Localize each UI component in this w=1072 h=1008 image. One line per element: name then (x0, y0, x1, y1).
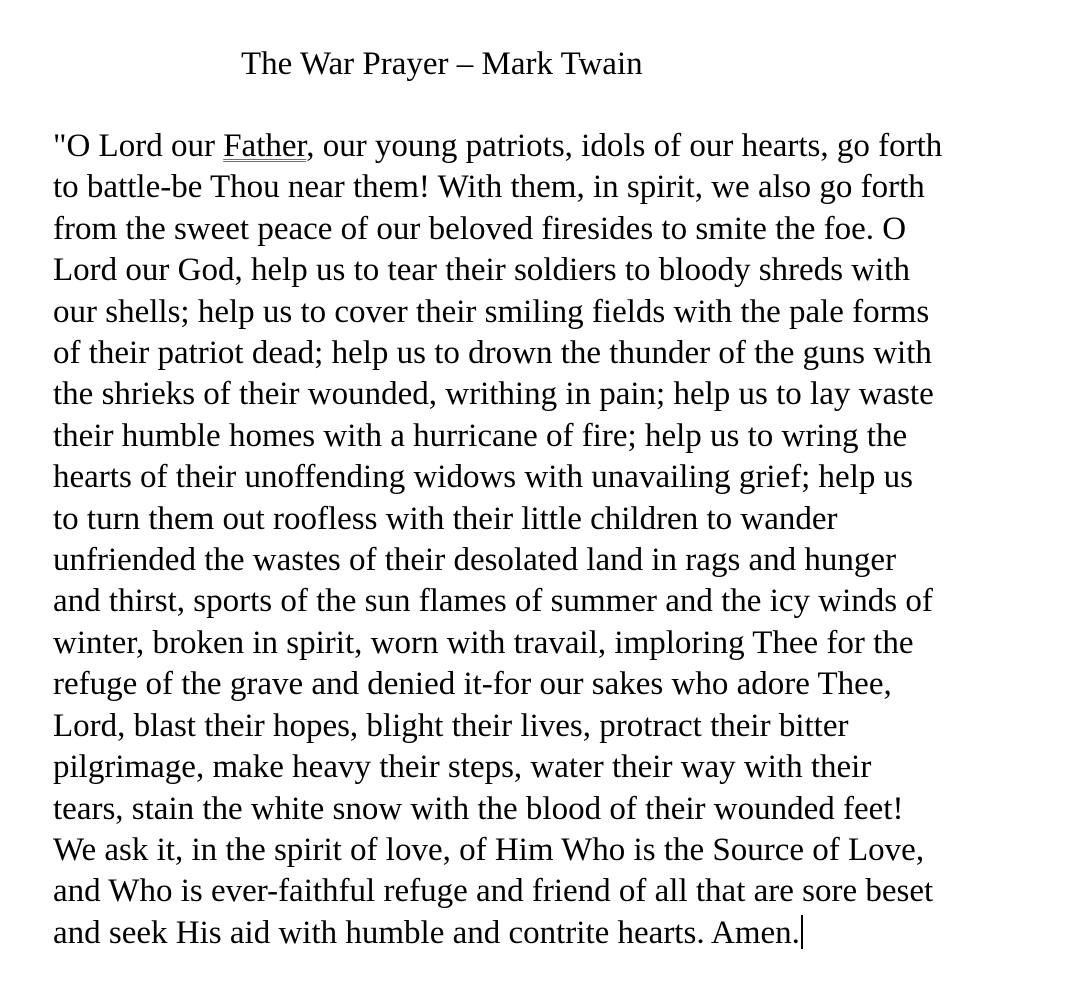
body-line[interactable]: refuge of the grave and denied it-for our sakes who adore Thee, (53, 666, 892, 703)
text-cursor (801, 915, 803, 949)
line-text[interactable]: , our young patriots, idols of our hearts, go forth (306, 128, 943, 164)
line-text[interactable]: and seek His aid with humble and contrite hearts. Amen. (53, 914, 800, 951)
body-line[interactable]: tears, stain the white snow with the blood of their wounded feet! (53, 790, 904, 827)
body-line[interactable]: We ask it, in the spirit of love, of Him Who is the Source of Love, (53, 831, 925, 868)
body-line[interactable]: and thirst, sports of the sun flames of summer and the icy winds of (53, 583, 933, 620)
body-line[interactable]: their humble homes with a hurricane of fire; help us to wring the (53, 417, 908, 454)
body-line[interactable]: winter, broken in spirit, worn with travail, imploring Thee for the (53, 624, 914, 661)
line-text[interactable]: "O Lord our (53, 128, 224, 164)
document-body[interactable] (53, 126, 1053, 954)
body-line[interactable] (53, 126, 1053, 167)
body-line[interactable]: from the sweet peace of our beloved firesides to smite the foe. O (53, 210, 907, 247)
body-line-last[interactable] (53, 913, 1053, 954)
body-line[interactable]: to turn them out roofless with their little children to wander (53, 500, 838, 537)
body-line[interactable]: and Who is ever-faithful refuge and friend of all that are sore beset (53, 873, 934, 910)
grammar-flagged-word[interactable]: Father (223, 128, 307, 164)
body-line[interactable]: Lord, blast their hopes, blight their lives, protract their bitter (53, 707, 849, 744)
body-line[interactable]: of their patriot dead; help us to drown the thunder of the guns with (53, 335, 932, 372)
body-line[interactable]: unfriended the wastes of their desolated land in rags and hunger (53, 542, 897, 579)
body-line[interactable]: Lord our God, help us to tear their soldiers to bloody shreds with (53, 252, 910, 289)
document-title[interactable]: The War Prayer – Mark Twain (241, 46, 643, 82)
body-line[interactable]: to battle-be Thou near them! With them, in spirit, we also go forth (53, 169, 925, 206)
body-line[interactable]: our shells; help us to cover their smiling fields with the pale forms (53, 293, 930, 330)
body-line[interactable]: the shrieks of their wounded, writhing in pain; help us to lay waste (53, 376, 934, 413)
body-line[interactable]: pilgrimage, make heavy their steps, water their way with their (53, 749, 872, 786)
body-line[interactable]: hearts of their unoffending widows with unavailing grief; help us (53, 459, 913, 496)
